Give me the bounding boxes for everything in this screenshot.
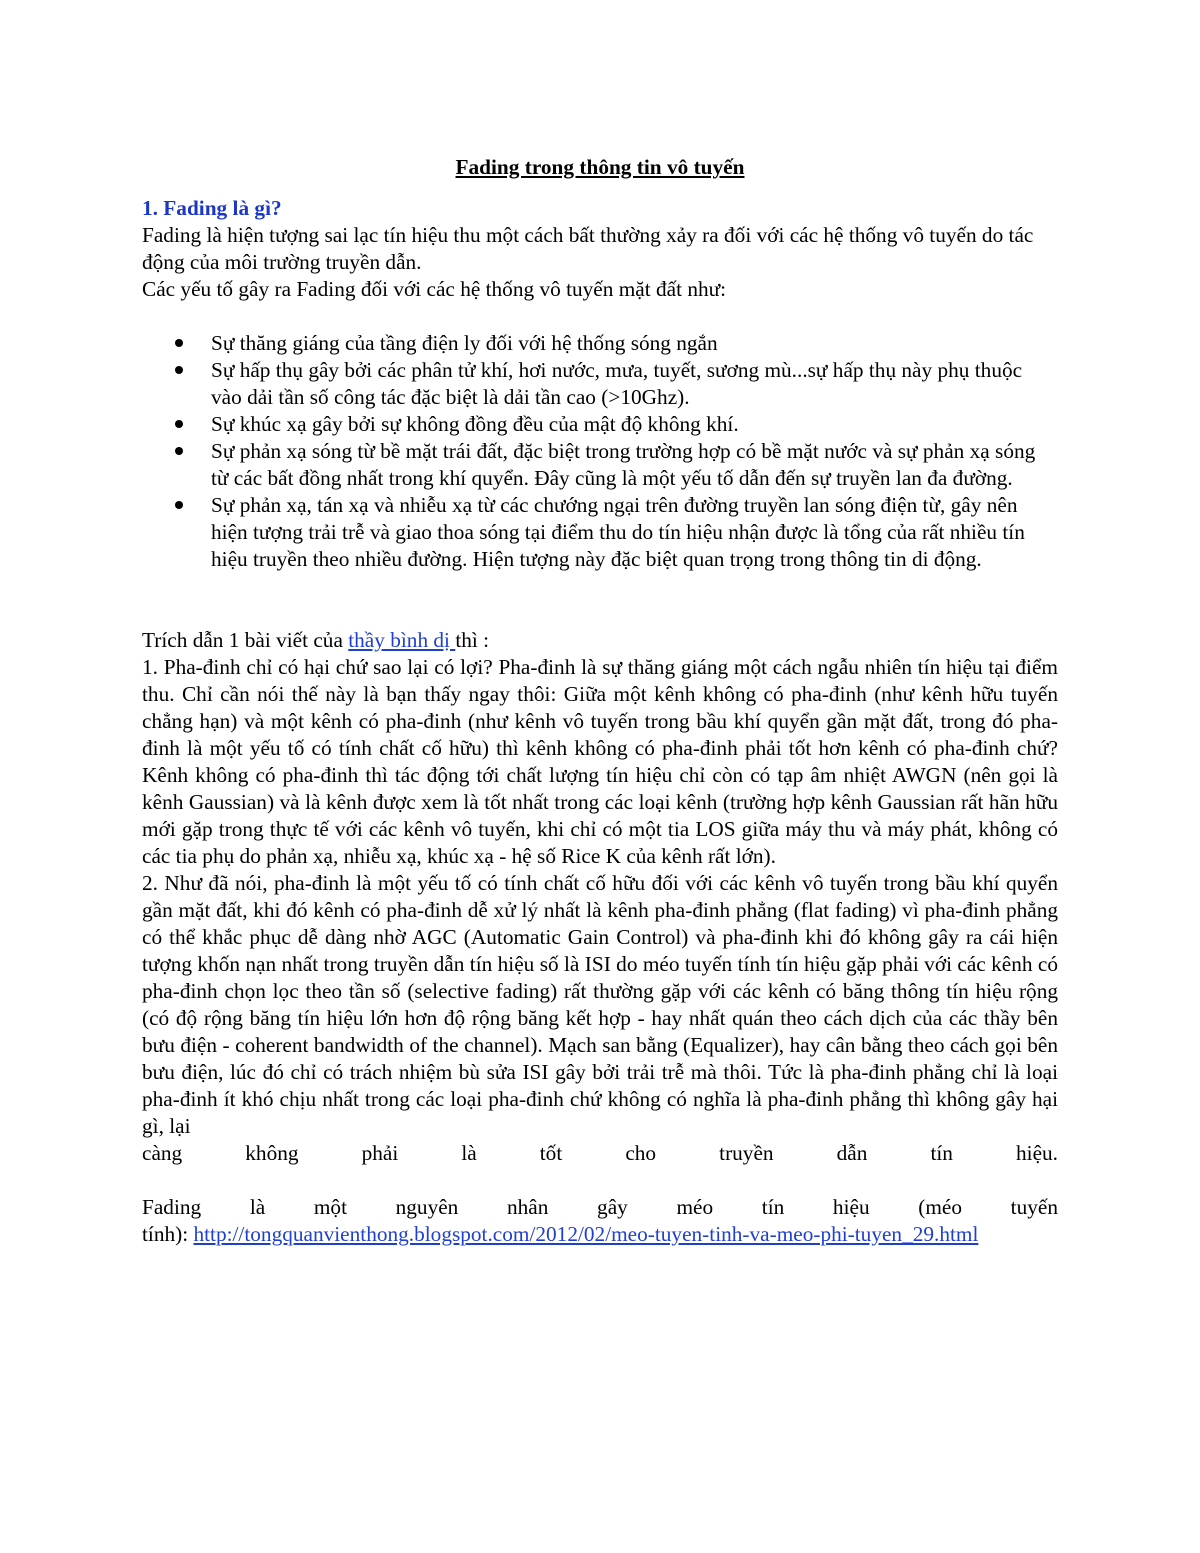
list-item-text: Sự khúc xạ gây bởi sự không đồng đều của mật độ không khí. bbox=[211, 412, 739, 436]
bullet-icon bbox=[175, 501, 183, 509]
bullet-icon bbox=[175, 447, 183, 455]
document-page bbox=[142, 152, 1058, 1248]
paragraph-2-last-line: càng không phải là tốt cho truyền dẫn tín hiệu. bbox=[142, 1141, 1058, 1165]
list-item-text: Sự phản xạ, tán xạ và nhiễu xạ từ các chướng ngại trên đường truyền lan sóng điện từ, gây nên hiện tượng trải trễ và giao thoa sóng tại điểm thu do tín hiệu nhận được là tổng của rất nhiều tín hiệu truyền theo nhiều đường. Hiện tượng này đặc biệt quan trọng trong thông tin di động. bbox=[211, 493, 1025, 571]
causes-list bbox=[142, 330, 1058, 573]
list-item-text: Sự thăng giáng của tầng điện ly đối với hệ thống sóng ngắn bbox=[211, 331, 718, 355]
list-item bbox=[142, 357, 1058, 411]
closing-line-1: Fading là một nguyên nhân gây méo tín hiệu (méo tuyến bbox=[142, 1195, 1058, 1219]
citation-line bbox=[142, 627, 1058, 654]
source-url-link[interactable]: http://tongquanvienthong.blogspot.com/2012/02/meo-tuyen-tinh-va-meo-phi-tuyen_29.html bbox=[193, 1222, 979, 1246]
paragraph-2: 2. Như đã nói, pha-đinh là một yếu tố có tính chất cố hữu đối với các kênh vô tuyến trong bầu khí quyển gần mặt đất, khi đó kênh có pha-đinh dễ xử lý nhất là kênh pha-đinh phẳng (flat fading) vì pha-đinh phẳng có thể khắc phục dễ dàng nhờ AGC (Automatic Gain Control) và pha-đinh khi đó không gây ra cái hiện tượng khốn nạn nhất trong truyền dẫn tín hiệu số là ISI do méo tuyến tính tín hiệu gặp phải với các kênh có pha-đinh chọn lọc theo tần số (selective fading) rất thường gặp với các kênh có băng thông tín hiệu rộng (có độ rộng băng tín hiệu lớn hơn độ rộng băng kết hợp - hay nhất quán theo cách dịch của các thầy bên bưu điện - coherent bandwidth of the channel). Mạch san bằng (Equalizer), hay cân bằng theo cách gọi bên bưu điện, lúc đó chỉ có trách nhiệm bù sửa ISI gây bởi trải trễ mà thôi. Tức là pha-đinh phẳng chỉ là loại pha-đinh ít khó chịu nhất trong các loại pha-đinh chứ không có nghĩa là pha-đinh phẳng thì không gây hại gì, lại bbox=[142, 871, 1058, 1138]
list-item-text: Sự hấp thụ gây bởi các phân tử khí, hơi nước, mưa, tuyết, sương mù...sự hấp thụ này phụ thuộc vào dải tần số công tác đặc biệt là dải tần cao (>10Ghz). bbox=[211, 358, 1023, 409]
bullet-icon bbox=[175, 339, 183, 347]
fading-definition: Fading là hiện tượng sai lạc tín hiệu thu một cách bất thường xảy ra đối với các hệ thống vô tuyến do tác động của môi trường truyền dẫn. bbox=[142, 223, 1034, 274]
list-item bbox=[142, 411, 1058, 438]
list-item bbox=[142, 330, 1058, 357]
list-item bbox=[142, 438, 1058, 492]
closing-prefix: tính): bbox=[142, 1222, 194, 1246]
citation-suffix: thì : bbox=[455, 628, 490, 652]
section-heading-what-is-fading: 1. Fading là gì? bbox=[142, 196, 282, 220]
citation-prefix: Trích dẫn 1 bài viết của bbox=[142, 628, 349, 652]
paragraph-1: 1. Pha-đinh chỉ có hại chứ sao lại có lợi? Pha-đinh là sự thăng giáng một cách ngẫu nhiên tín hiệu tại điểm thu. Chỉ cần nói thế này là bạn thấy ngay thôi: Giữa một kênh không có pha-đinh (như kênh hữu tuyến chẳng hạn) và một kênh có pha-đinh (như kênh vô tuyến trong bầu khí quyển gần mặt đất, trong đó pha-đinh là một yếu tố có tính chất cố hữu) thì kênh không có pha-đinh phải tốt hơn kênh có pha-đinh chứ? Kênh không có pha-đinh thì tác động tới chất lượng tín hiệu chỉ còn có tạp âm nhiệt AWGN (nên gọi là kênh Gaussian) và là kênh được xem là tốt nhất trong các loại kênh (trường hợp kênh Gaussian rất hãn hữu mới gặp trong thực tế với các kênh vô tuyến, khi chỉ có một tia LOS giữa máy thu và máy phát, không có các tia phụ do phản xạ, nhiễu xạ, khúc xạ - hệ số Rice K của kênh rất lớn). bbox=[142, 655, 1058, 868]
author-link[interactable]: thầy bình dị bbox=[348, 628, 456, 652]
spacer bbox=[142, 573, 1058, 627]
document-title: Fading trong thông tin vô tuyến bbox=[455, 155, 745, 179]
spacer bbox=[142, 1167, 1058, 1194]
list-item bbox=[142, 492, 1058, 573]
closing-line-2 bbox=[142, 1221, 1058, 1248]
causes-intro: Các yếu tố gây ra Fading đối với các hệ thống vô tuyến mặt đất như: bbox=[142, 277, 727, 301]
bullet-icon bbox=[175, 420, 183, 428]
list-item-text: Sự phản xạ sóng từ bề mặt trái đất, đặc biệt trong trường hợp có bề mặt nước và sự phản xạ sóng từ các bất đồng nhất trong khí quyển. Đây cũng là một yếu tố dẫn đến sự truyền lan đa đường. bbox=[211, 439, 1036, 490]
bullet-icon bbox=[175, 366, 183, 374]
